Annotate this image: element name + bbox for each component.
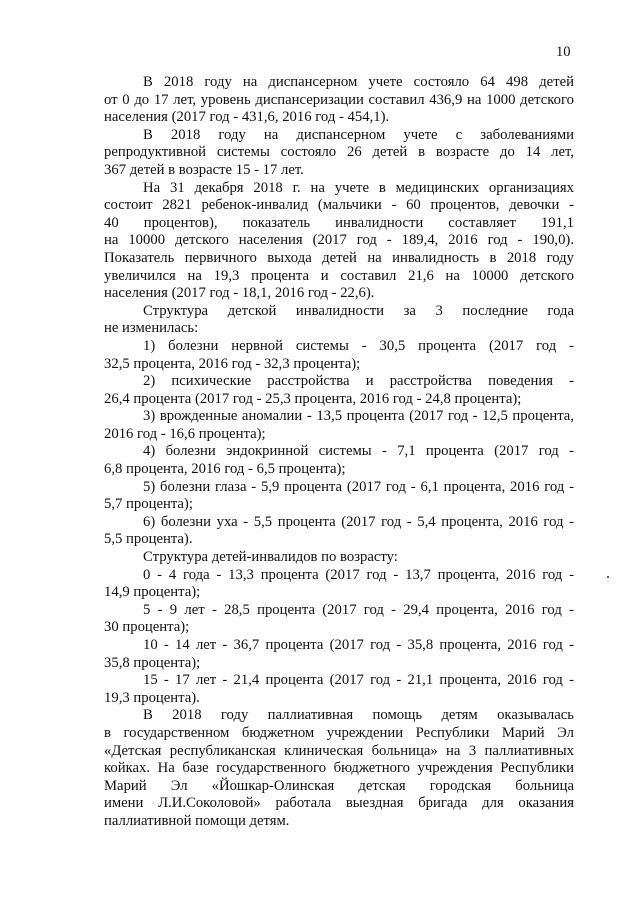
text-line: увеличился на 19,3 процента и составил 21,6 на 10000 детского <box>104 267 574 284</box>
text-line: 14,9 процента); <box>104 584 201 601</box>
text-line: 30 процента); <box>104 619 190 636</box>
text-line: 5 - 9 лет - 28,5 процента (2017 год - 29,4 процента, 2016 год - <box>143 601 574 618</box>
text-line: 1) болезни нервной системы - 30,5 процента (2017 год - <box>143 337 574 354</box>
text-line: 15 - 17 лет - 21,4 процента (2017 год - 21,1 процента, 2016 год - <box>143 672 574 689</box>
text-line: состоит 2821 ребенок-инвалид (мальчики - 60 процентов, девочки - <box>104 197 574 214</box>
text-line: в государственном бюджетном учреждении Республики Марий Эл <box>104 724 574 741</box>
text-line: 2) психические расстройства и расстройства поведения - <box>143 373 574 390</box>
document-body <box>104 74 574 831</box>
text-line: 4) болезни эндокринной системы - 7,1 процента (2017 год - <box>143 443 574 460</box>
text-line: 35,8 процента); <box>104 654 201 671</box>
text-line: паллиативной помощи детям. <box>104 812 290 829</box>
text-line: 6,8 процента, 2016 год - 6,5 процента); <box>104 461 346 478</box>
text-line: 5,7 процента); <box>104 496 193 513</box>
text-line: В 2018 году паллиативная помощь детям оказывалась <box>143 707 574 724</box>
text-line: 5) болезни глаза - 5,9 процента (2017 год - 6,1 процента, 2016 год - <box>143 478 574 495</box>
text-line: Структура детей-инвалидов по возрасту: <box>143 549 398 566</box>
text-line: населения (2017 год - 18,1, 2016 год - 22,6). <box>104 285 375 302</box>
scan-speck <box>607 576 609 578</box>
text-line: 6) болезни уха - 5,5 процента (2017 год - 5,4 процента, 2016 год - <box>143 513 574 530</box>
text-line: 40 процентов), показатель инвалидности составляет 191,1 <box>104 214 574 231</box>
text-line: 32,5 процента, 2016 год - 32,3 процента); <box>104 355 361 372</box>
text-line: В 2018 году на диспансерном учете состояло 64 498 детей <box>143 74 574 90</box>
text-line: 0 - 4 года - 13,3 процента (2017 год - 13,7 процента, 2016 год - <box>143 566 574 583</box>
text-line: имени Л.И.Соколовой» работала выездная бригада для оказания <box>104 795 574 812</box>
text-line: «Детская республиканская клиническая больница» на 3 паллиативных <box>104 742 574 759</box>
text-line: от 0 до 17 лет, уровень диспансеризации составил 436,9 на 1000 детского <box>104 91 574 108</box>
text-line: населения (2017 год - 431,6, 2016 год - 454,1). <box>104 109 390 126</box>
text-line: 19,3 процента). <box>104 689 200 706</box>
text-line: 10 - 14 лет - 36,7 процента (2017 год - 35,8 процента, 2016 год - <box>143 637 574 653</box>
text-line: репродуктивной системы состояло 26 детей в возрасте до 14 лет, <box>104 144 574 161</box>
text-line: Марий Эл «Йошкар-Олинская детская городская больница <box>104 777 574 794</box>
text-line: койках. На базе государственного бюджетного учреждения Республики <box>104 760 574 777</box>
text-line: 3) врожденные аномалии - 13,5 процента (2017 год - 12,5 процента, <box>143 408 574 425</box>
text-line: В 2018 году на диспансерном учете с заболеваниями <box>143 126 574 143</box>
text-line: 5,5 процента). <box>104 531 193 548</box>
text-line: на 10000 детского населения (2017 год - 189,4, 2016 год - 190,0). <box>104 232 574 249</box>
text-line: 26,4 процента (2017 год - 25,3 процента, 2016 год - 24,8 процента); <box>104 390 522 407</box>
text-line: Показатель первичного выхода детей на инвалидность в 2018 году <box>104 249 574 266</box>
page-number: 10 <box>556 44 571 60</box>
text-line: На 31 декабря 2018 г. на учете в медицинских организациях <box>143 179 574 196</box>
text-line: 367 детей в возрасте 15 - 17 лет. <box>104 161 304 178</box>
text-line: не изменилась: <box>104 320 199 337</box>
text-line: 2016 год - 16,6 процента); <box>104 425 266 442</box>
text-line: Структура детской инвалидности за 3 последние года <box>143 302 574 319</box>
